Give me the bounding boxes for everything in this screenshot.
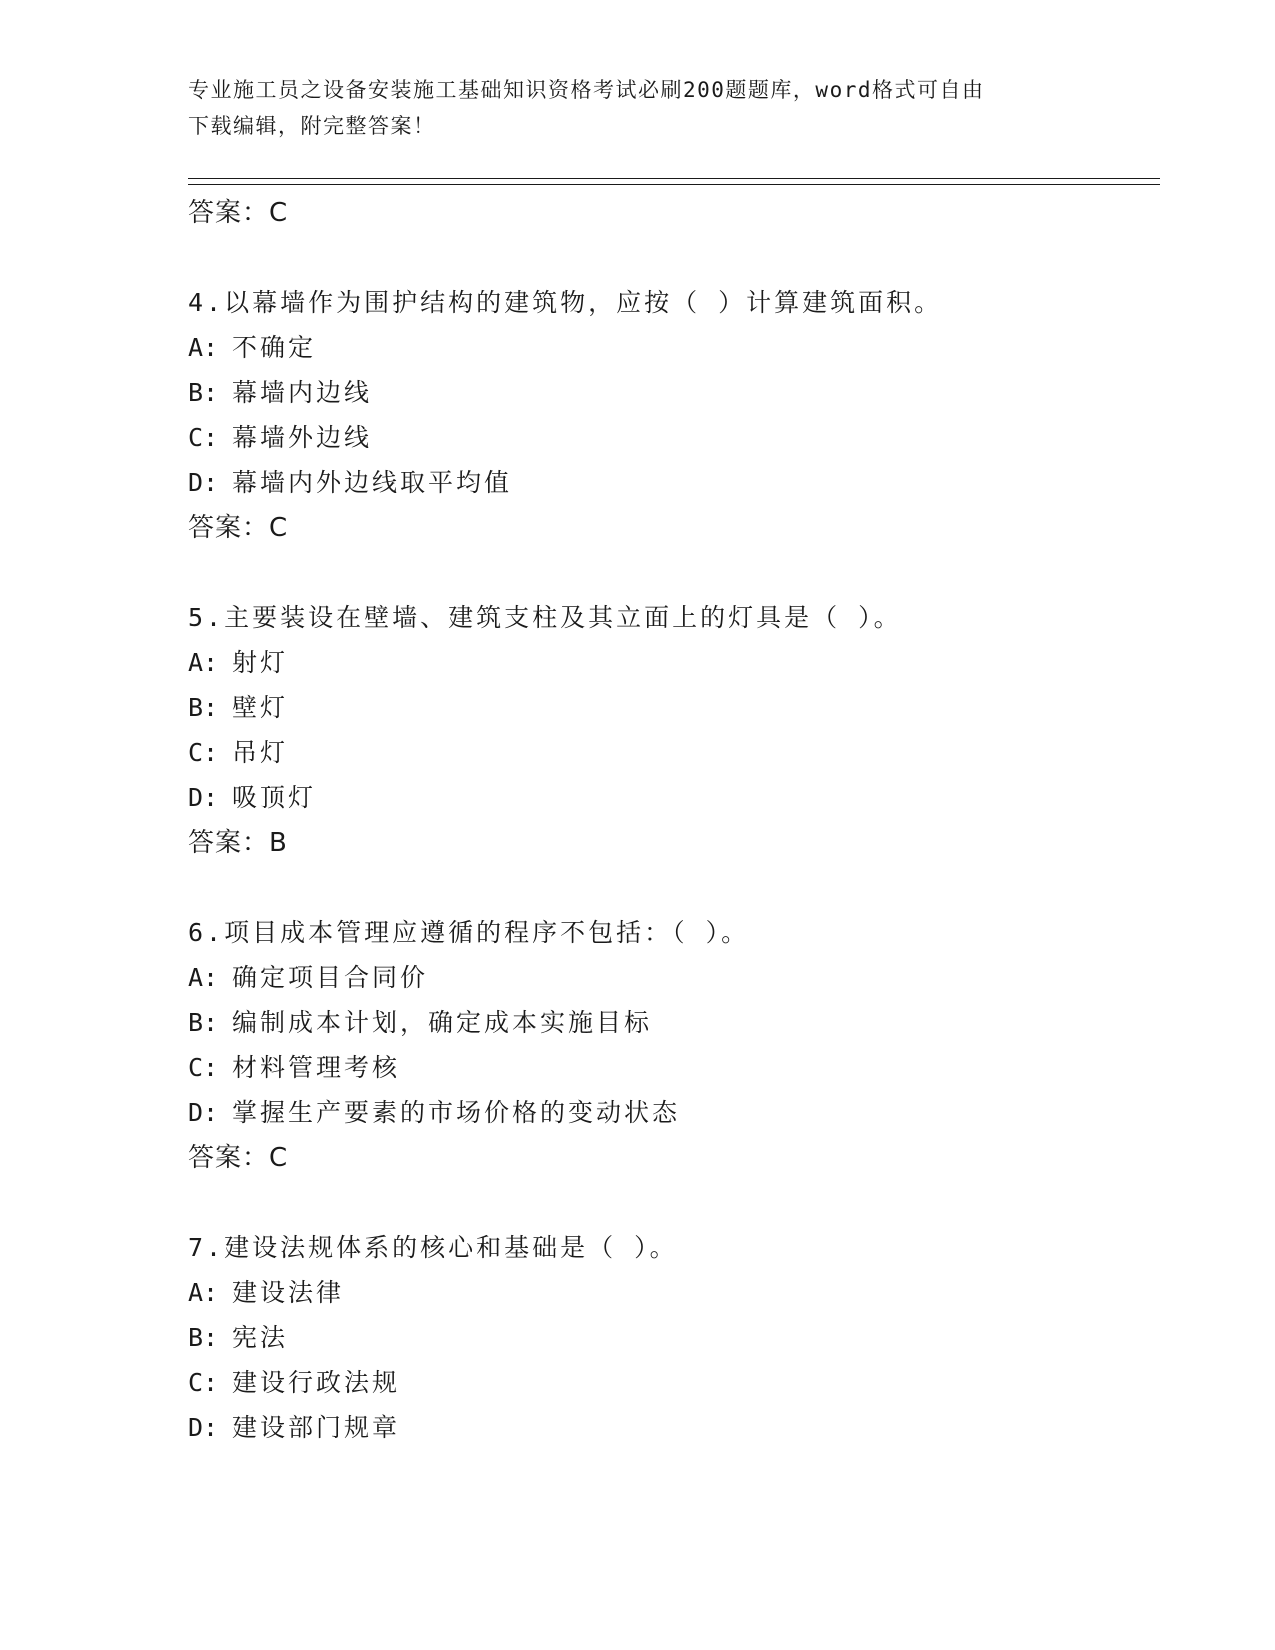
option-text: 建设行政法规 — [232, 1368, 401, 1397]
option-c — [188, 415, 1148, 460]
option-letter: A: — [188, 333, 219, 362]
option-letter: B: — [188, 693, 219, 722]
option-letter: A: — [188, 648, 219, 677]
option-c — [188, 730, 1148, 775]
option-text: 宪法 — [232, 1323, 289, 1352]
question-stem: 7.建设法规体系的核心和基础是（ ）。 — [188, 1233, 678, 1262]
option-d — [188, 775, 1148, 820]
option-b — [188, 685, 1148, 730]
option-a — [188, 640, 1148, 685]
option-text: 吊灯 — [232, 738, 289, 767]
option-c — [188, 1045, 1148, 1090]
option-b — [188, 1000, 1148, 1045]
question-stem: 5.主要装设在壁墙、建筑支柱及其立面上的灯具是（ ）。 — [188, 603, 902, 632]
option-text: 建设部门规章 — [232, 1413, 401, 1442]
option-a — [188, 1270, 1148, 1315]
question-item — [188, 595, 1148, 866]
answer-line: 答案：C — [188, 198, 289, 228]
question-stem: 4.以幕墙作为围护结构的建筑物，应按（ ）计算建筑面积。 — [188, 288, 943, 317]
question-item — [188, 910, 1148, 1181]
answer-line: 答案：C — [188, 1143, 289, 1173]
option-letter: A: — [188, 1278, 219, 1307]
option-letter: C: — [188, 1368, 219, 1397]
option-text: 壁灯 — [232, 693, 289, 722]
option-text: 幕墙内边线 — [232, 378, 373, 407]
question-list — [188, 190, 1148, 1450]
page-header — [188, 72, 1088, 144]
option-letter: D: — [188, 1098, 219, 1127]
option-c — [188, 1360, 1148, 1405]
option-a — [188, 325, 1148, 370]
option-text: 射灯 — [232, 648, 289, 677]
option-text: 吸顶灯 — [232, 783, 317, 812]
option-d — [188, 460, 1148, 505]
option-letter: B: — [188, 1008, 219, 1037]
option-letter: D: — [188, 468, 219, 497]
option-a — [188, 955, 1148, 1000]
option-letter: D: — [188, 1413, 219, 1442]
question-stem: 6.项目成本管理应遵循的程序不包括：（ ）。 — [188, 918, 750, 947]
option-text: 幕墙内外边线取平均值 — [232, 468, 513, 497]
option-text: 建设法律 — [232, 1278, 345, 1307]
option-b — [188, 370, 1148, 415]
answer-line: 答案：B — [188, 828, 288, 858]
option-text: 材料管理考核 — [232, 1053, 401, 1082]
option-b — [188, 1315, 1148, 1360]
option-d — [188, 1090, 1148, 1135]
option-d — [188, 1405, 1148, 1450]
option-text: 幕墙外边线 — [232, 423, 373, 452]
option-letter: C: — [188, 1053, 219, 1082]
option-letter: A: — [188, 963, 219, 992]
header-divider — [188, 178, 1160, 185]
option-text: 掌握生产要素的市场价格的变动状态 — [232, 1098, 681, 1127]
header-title-line-2: 下载编辑，附完整答案！ — [188, 114, 436, 138]
question-item — [188, 1225, 1148, 1450]
option-text: 确定项目合同价 — [232, 963, 429, 992]
option-text: 不确定 — [232, 333, 317, 362]
option-letter: B: — [188, 1323, 219, 1352]
option-letter: C: — [188, 423, 219, 452]
answer-line: 答案：C — [188, 513, 289, 543]
option-text: 编制成本计划，确定成本实施目标 — [232, 1008, 653, 1037]
question-item — [188, 280, 1148, 551]
option-letter: B: — [188, 378, 219, 407]
header-title-line-1: 专业施工员之设备安装施工基础知识资格考试必刷200题题库，word格式可自由 — [188, 78, 985, 102]
option-letter: D: — [188, 783, 219, 812]
option-letter: C: — [188, 738, 219, 767]
